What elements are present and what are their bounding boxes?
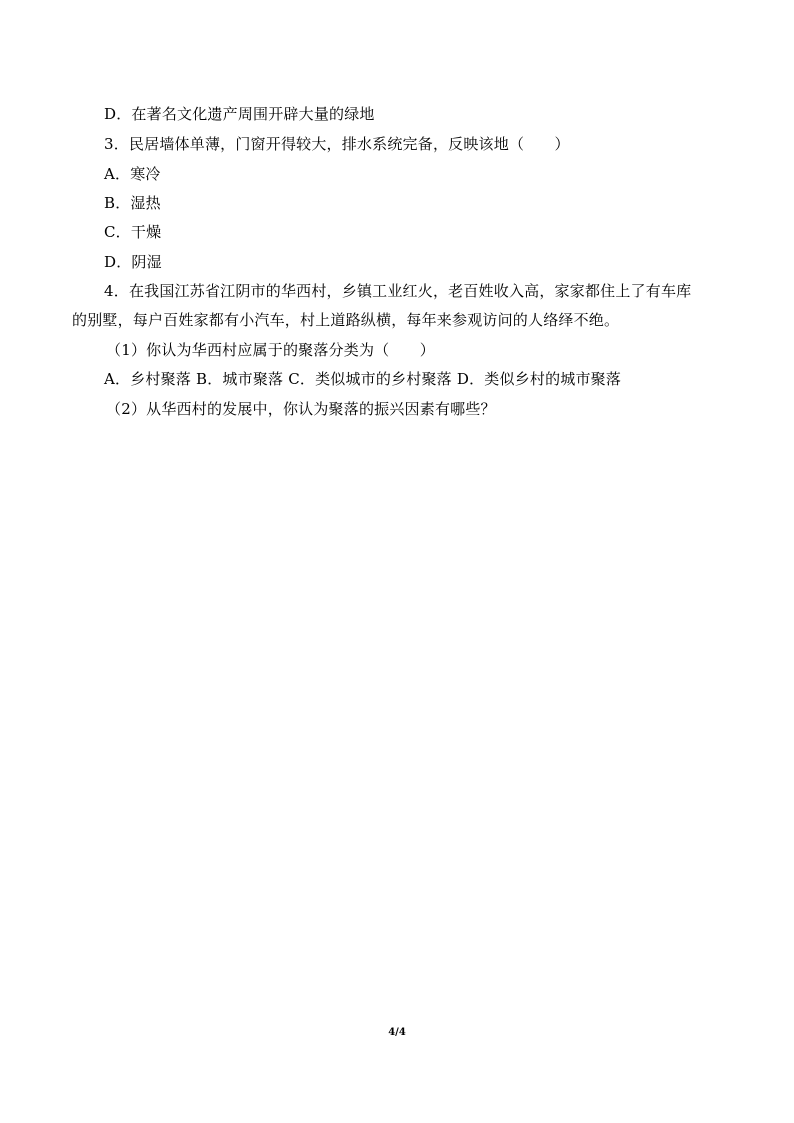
subquestion-2: （2）从华西村的发展中，你认为聚落的振兴因素有哪些？ (106, 400, 496, 418)
question-4-line-2: 的别墅，每户百姓家都有小汽车，村上道路纵横，每年来参观访问的人络绎不绝。 (72, 311, 620, 329)
subquestion-1: （1）你认为华西村应属于的聚落分类为（ ） (106, 341, 435, 359)
question-4-line-1: 4．在我国江苏省江阴市的华西村，乡镇工业红火，老百姓收入高，家家都住上了有车库 (104, 282, 692, 300)
page-number: 4/4 (388, 1027, 406, 1038)
option-d-q3: D．阴湿 (104, 253, 162, 271)
option-a-q3: A．寒冷 (104, 165, 161, 183)
option-c-q3: C．干燥 (104, 223, 162, 241)
question-3: 3．民居墙体单薄，门窗开得较大，排水系统完备，反映该地（ ） (104, 135, 570, 153)
option-d-q2: D．在著名文化遗产周围开辟大量的绿地 (104, 105, 375, 123)
subquestion-1-options: A．乡村聚落 B．城市聚落 C．类似城市的乡村聚落 D．类似乡村的城市聚落 (104, 370, 622, 388)
option-b-q3: B．湿热 (104, 194, 161, 212)
